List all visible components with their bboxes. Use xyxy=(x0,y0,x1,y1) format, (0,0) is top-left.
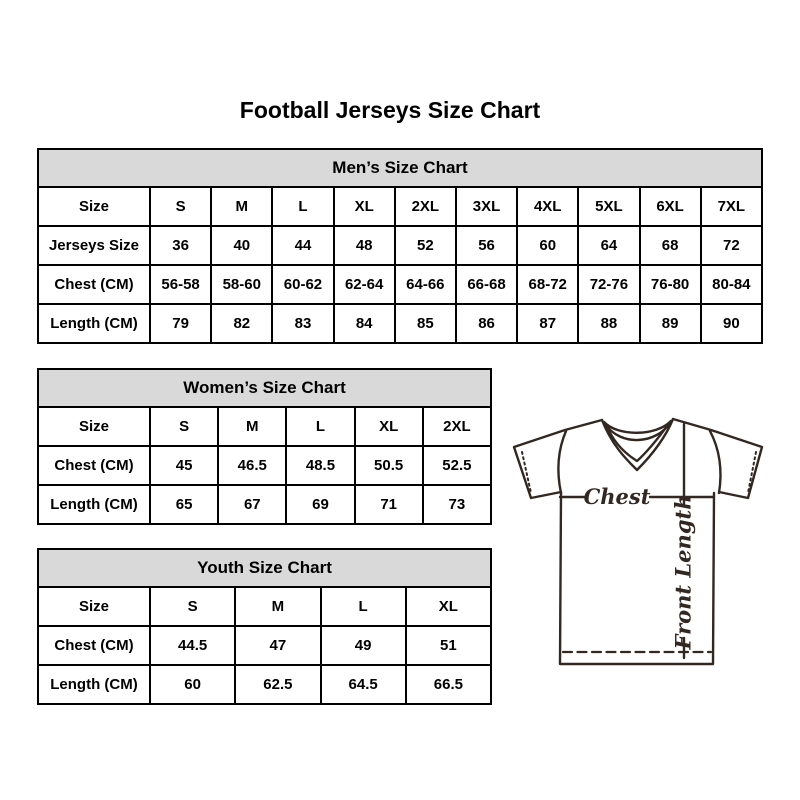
value-cell: 85 xyxy=(395,304,456,343)
row-label: Length (CM) xyxy=(38,304,150,343)
value-cell: 80-84 xyxy=(701,265,762,304)
value-cell: 50.5 xyxy=(355,446,423,485)
value-cell: 52.5 xyxy=(423,446,491,485)
size-row-label: Size xyxy=(38,587,150,626)
value-cell: 65 xyxy=(150,485,218,524)
size-column-header: XL xyxy=(334,187,395,226)
size-column-header: L xyxy=(321,587,406,626)
value-cell: 64 xyxy=(578,226,639,265)
value-cell: 36 xyxy=(150,226,211,265)
size-column-header: M xyxy=(211,187,272,226)
value-cell: 44 xyxy=(272,226,333,265)
size-column-header: 2XL xyxy=(423,407,491,446)
table-title: Youth Size Chart xyxy=(38,549,491,587)
row-label: Length (CM) xyxy=(38,485,150,524)
row-label: Jerseys Size xyxy=(38,226,150,265)
value-cell: 49 xyxy=(321,626,406,665)
value-cell: 71 xyxy=(355,485,423,524)
row-label: Chest (CM) xyxy=(38,446,150,485)
size-column-header: 5XL xyxy=(578,187,639,226)
value-cell: 64-66 xyxy=(395,265,456,304)
size-column-header: M xyxy=(235,587,320,626)
value-cell: 68-72 xyxy=(517,265,578,304)
row-label: Chest (CM) xyxy=(38,626,150,665)
jersey-left-armhole-seam xyxy=(558,431,566,493)
value-cell: 73 xyxy=(423,485,491,524)
value-cell: 84 xyxy=(334,304,395,343)
womens-table xyxy=(37,368,492,525)
youth-size-table xyxy=(37,548,492,705)
value-cell: 60 xyxy=(150,665,235,704)
value-cell: 48 xyxy=(334,226,395,265)
size-column-header: S xyxy=(150,587,235,626)
value-cell: 52 xyxy=(395,226,456,265)
row-label: Length (CM) xyxy=(38,665,150,704)
row-label: Chest (CM) xyxy=(38,265,150,304)
value-cell: 83 xyxy=(272,304,333,343)
page-title: Football Jerseys Size Chart xyxy=(239,97,541,123)
value-cell: 60 xyxy=(517,226,578,265)
value-cell: 40 xyxy=(211,226,272,265)
value-cell: 69 xyxy=(286,485,354,524)
jersey-measurement-diagram xyxy=(500,400,780,690)
youth-table xyxy=(37,548,492,705)
size-row-label: Size xyxy=(38,187,150,226)
value-cell: 62.5 xyxy=(235,665,320,704)
size-column-header: 6XL xyxy=(640,187,701,226)
value-cell: 79 xyxy=(150,304,211,343)
value-cell: 72-76 xyxy=(578,265,639,304)
front-length-measure-label: Front Length xyxy=(670,494,696,650)
value-cell: 60-62 xyxy=(272,265,333,304)
value-cell: 87 xyxy=(517,304,578,343)
value-cell: 68 xyxy=(640,226,701,265)
mens-size-table xyxy=(37,148,763,344)
value-cell: 82 xyxy=(211,304,272,343)
size-column-header: S xyxy=(150,407,218,446)
value-cell: 88 xyxy=(578,304,639,343)
chest-measure-label: Chest xyxy=(583,484,651,509)
size-column-header: L xyxy=(272,187,333,226)
table-title: Women’s Size Chart xyxy=(38,369,491,407)
value-cell: 72 xyxy=(701,226,762,265)
table-title: Men’s Size Chart xyxy=(38,149,762,187)
value-cell: 56-58 xyxy=(150,265,211,304)
value-cell: 66-68 xyxy=(456,265,517,304)
value-cell: 64.5 xyxy=(321,665,406,704)
value-cell: 86 xyxy=(456,304,517,343)
size-column-header: XL xyxy=(355,407,423,446)
value-cell: 45 xyxy=(150,446,218,485)
value-cell: 46.5 xyxy=(218,446,286,485)
value-cell: 62-64 xyxy=(334,265,395,304)
value-cell: 66.5 xyxy=(406,665,491,704)
size-column-header: 4XL xyxy=(517,187,578,226)
size-row-label: Size xyxy=(38,407,150,446)
jersey-right-armhole-seam xyxy=(710,431,720,493)
size-column-header: 2XL xyxy=(395,187,456,226)
mens-table xyxy=(37,148,763,344)
value-cell: 56 xyxy=(456,226,517,265)
size-column-header: 3XL xyxy=(456,187,517,226)
value-cell: 48.5 xyxy=(286,446,354,485)
womens-size-table xyxy=(37,368,492,525)
jersey-outline-drawing xyxy=(500,400,780,690)
size-column-header: 7XL xyxy=(701,187,762,226)
value-cell: 44.5 xyxy=(150,626,235,665)
value-cell: 47 xyxy=(235,626,320,665)
value-cell: 90 xyxy=(701,304,762,343)
value-cell: 67 xyxy=(218,485,286,524)
value-cell: 89 xyxy=(640,304,701,343)
size-column-header: L xyxy=(286,407,354,446)
size-column-header: XL xyxy=(406,587,491,626)
jersey-collar-band-line-2 xyxy=(605,423,670,440)
size-column-header: M xyxy=(218,407,286,446)
size-column-header: S xyxy=(150,187,211,226)
value-cell: 76-80 xyxy=(640,265,701,304)
value-cell: 51 xyxy=(406,626,491,665)
value-cell: 58-60 xyxy=(211,265,272,304)
